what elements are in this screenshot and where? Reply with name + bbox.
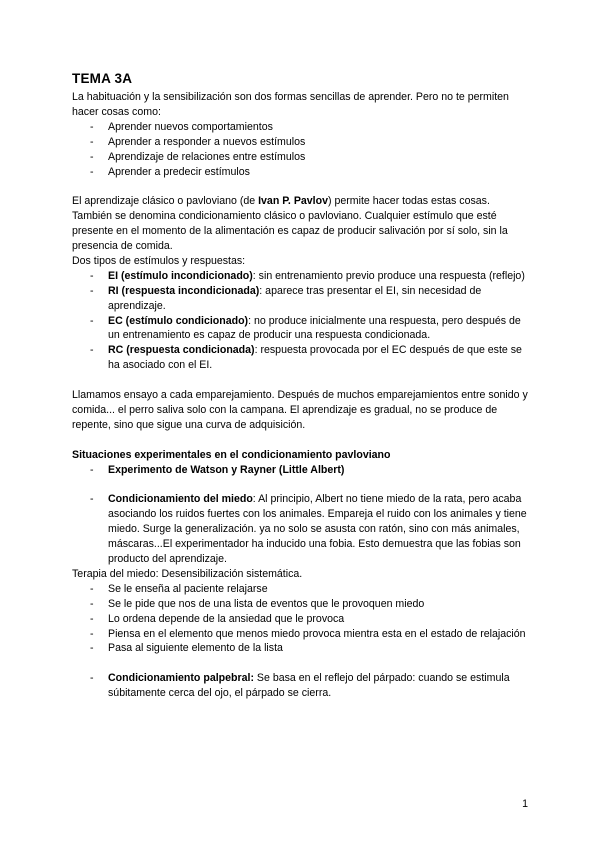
intro-paragraph: La habituación y la sensibilización son dos formas sencillas de aprender. Pero no te permiten hacer cosas como: xyxy=(72,91,509,118)
type-desc: : aparece tras presentar el EI, sin necesidad de aprendizaje. xyxy=(108,284,482,312)
palpebral-item xyxy=(72,671,528,701)
palpebral-list xyxy=(72,671,528,701)
miedo-list xyxy=(72,492,528,567)
ensayo-paragraph: Llamamos ensayo a cada emparejamiento. Después de muchos emparejamientos entre sonido y comida... el perro saliva solo con la campana. El aprendizaje es gradual, no se produce de repente, sino que sigue una curva de adquisición. xyxy=(72,389,528,431)
type-desc: : respuesta provocada por el EC después de que este se ha asociado con el EI. xyxy=(108,344,522,372)
terapia-list xyxy=(72,582,528,657)
list-item: - Pasa al siguiente elemento de la lista xyxy=(72,641,528,656)
palpebral-desc: Se basa en el reflejo del párpado: cuando se estimula súbitamente cerca del ojo, el párpado se cierra. xyxy=(108,672,510,700)
page-number: 1 xyxy=(522,798,528,810)
pavlov-text-before: El aprendizaje clásico o pavloviano (de xyxy=(72,195,259,208)
watson-list xyxy=(72,463,528,478)
miedo-item xyxy=(72,492,528,567)
list-item: - Aprender nuevos comportamientos xyxy=(72,120,528,135)
watson-item xyxy=(72,463,528,478)
list-item: - Aprender a predecir estímulos xyxy=(72,165,528,180)
palpebral-term: Condicionamiento palpebral: xyxy=(108,672,254,685)
type-item-ri xyxy=(72,284,528,314)
document-page xyxy=(72,70,528,701)
list-item: - Piensa en el elemento que menos miedo provoca mientra esta en el estado de relajación xyxy=(72,627,528,642)
terapia-heading: Terapia del miedo: Desensibilización sistemática. xyxy=(72,567,303,580)
situaciones-heading-text: Situaciones experimentales en el condicionamiento pavloviano xyxy=(72,448,391,461)
situaciones-heading xyxy=(72,448,528,463)
list-item: - Aprender a responder a nuevos estímulos xyxy=(72,135,528,150)
miedo-term: Condicionamiento del miedo xyxy=(108,493,253,506)
type-term: RC (respuesta condicionada) xyxy=(108,344,255,357)
list-item: - Lo ordena depende de la ansiedad que le provoca xyxy=(72,612,528,627)
types-list xyxy=(72,269,528,373)
list-item: - Aprendizaje de relaciones entre estímulos xyxy=(72,150,528,165)
type-term: RI (respuesta incondicionada) xyxy=(108,284,260,297)
pavlov-paragraph xyxy=(72,194,528,254)
types-heading: Dos tipos de estímulos y respuestas: xyxy=(72,254,246,267)
page-title: TEMA 3A xyxy=(72,71,133,86)
list-item: - Se le pide que nos de una lista de eventos que le provoquen miedo xyxy=(72,597,528,612)
type-desc: : no produce inicialmente una respuesta, pero después de un entrenamiento es capaz de producir una respuesta condicionada. xyxy=(108,314,521,342)
miedo-desc: : Al principio, Albert no tiene miedo de la rata, pero acaba asociando los ruidos fuertes con los animales. Empareja el ruido con los animales y tiene miedo. Surge la generalización. ya no solo se asusta con ratón, sino con más animales, máscaras...El experimentador ha inducido una fobia. Esto demuestra que las fobias son producto del aprendizaje. xyxy=(108,493,527,566)
type-term: EC (estímulo condicionado) xyxy=(108,314,249,327)
intro-list xyxy=(72,120,528,180)
type-term: EI (estímulo incondicionado) xyxy=(108,269,253,282)
type-desc: : sin entrenamiento previo produce una respuesta (reflejo) xyxy=(252,269,525,282)
pavlov-name: Ivan P. Pavlov xyxy=(258,195,328,208)
type-item-ec xyxy=(72,314,528,344)
pavlov-text-after: ) permite hacer todas estas cosas. También se denomina condicionamiento clásico o pavloviano. Cualquier estímulo que esté presente en el momento de la alimentación es capaz de producir salivación por sí solo, sin la presencia de comida. xyxy=(72,195,508,253)
type-item-ei xyxy=(72,269,528,284)
list-item: - Se le enseña al paciente relajarse xyxy=(72,582,528,597)
type-item-rc xyxy=(72,343,528,373)
watson-title: Experimento de Watson y Rayner (Little Albert) xyxy=(108,463,345,476)
